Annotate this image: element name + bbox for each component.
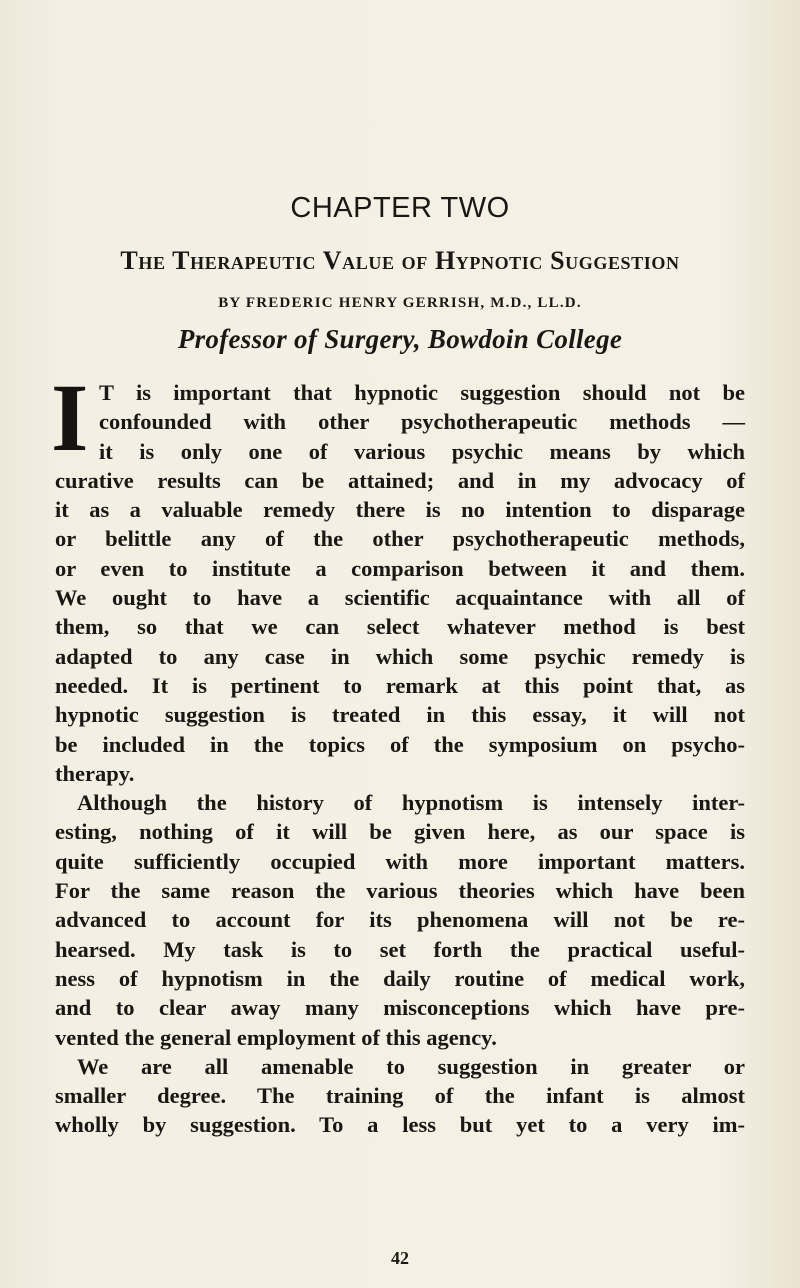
text-line: We are all amenable to suggestion in greater or xyxy=(77,1053,745,1079)
text-line: curative results can be attained; and in my advocacy of xyxy=(55,467,745,493)
text-line: hypnotic suggestion is treated in this essay, it will not xyxy=(55,702,745,728)
text-line: or even to institute a comparison between it and them. xyxy=(55,555,745,581)
text-line: ness of hypnotism in the daily routine of medical work, xyxy=(55,965,745,991)
text-line: and to clear away many misconceptions which have pre- xyxy=(55,995,745,1021)
text-line: it is only one of various psychic means by which xyxy=(99,438,745,464)
author-byline: BY FREDERIC HENRY GERRISH, M.D., LL.D. xyxy=(218,295,582,311)
text-line: be included in the topics of the symposium on psycho- xyxy=(55,731,745,757)
text-line: Although the history of hypnotism is intensely inter- xyxy=(77,790,745,816)
body-text xyxy=(51,364,745,1140)
author-affiliation: Professor of Surgery, Bowdoin College xyxy=(177,324,623,354)
text-line: or belittle any of the other psychotherapeutic methods, xyxy=(55,526,745,552)
page-number: 42 xyxy=(391,1248,409,1268)
text-line: confounded with other psychotherapeutic methods — xyxy=(99,409,745,435)
text-line: hearsed. My task is to set forth the practical useful- xyxy=(55,936,745,962)
text-line: quite sufficiently occupied with more important matters. xyxy=(55,848,745,874)
text-line: needed. It is pertinent to remark at this point that, as xyxy=(55,672,745,698)
drop-cap: I xyxy=(51,364,89,471)
text-line: vented the general employment of this agency. xyxy=(55,1024,497,1050)
text-line: smaller degree. The training of the infant is almost xyxy=(55,1083,745,1109)
text-line: esting, nothing of it will be given here, as our space is xyxy=(55,819,745,845)
chapter-title: The Therapeutic Value of Hypnotic Suggestion xyxy=(120,246,680,275)
chapter-number: CHAPTER TWO xyxy=(290,192,510,224)
text-line: them, so that we can select whatever method is best xyxy=(55,614,745,640)
text-line: therapy. xyxy=(55,760,135,786)
text-line: T is important that hypnotic suggestion should not be xyxy=(99,380,745,405)
text-line: adapted to any case in which some psychic remedy is xyxy=(55,643,745,669)
text-line: wholly by suggestion. To a less but yet to a very im- xyxy=(55,1112,745,1138)
text-line: For the same reason the various theories which have been xyxy=(55,878,745,904)
text-line: advanced to account for its phenomena will not be re- xyxy=(55,907,745,933)
text-line: We ought to have a scientific acquaintance with all of xyxy=(55,585,745,611)
text-line: it as a valuable remedy there is no intention to disparage xyxy=(55,497,745,523)
